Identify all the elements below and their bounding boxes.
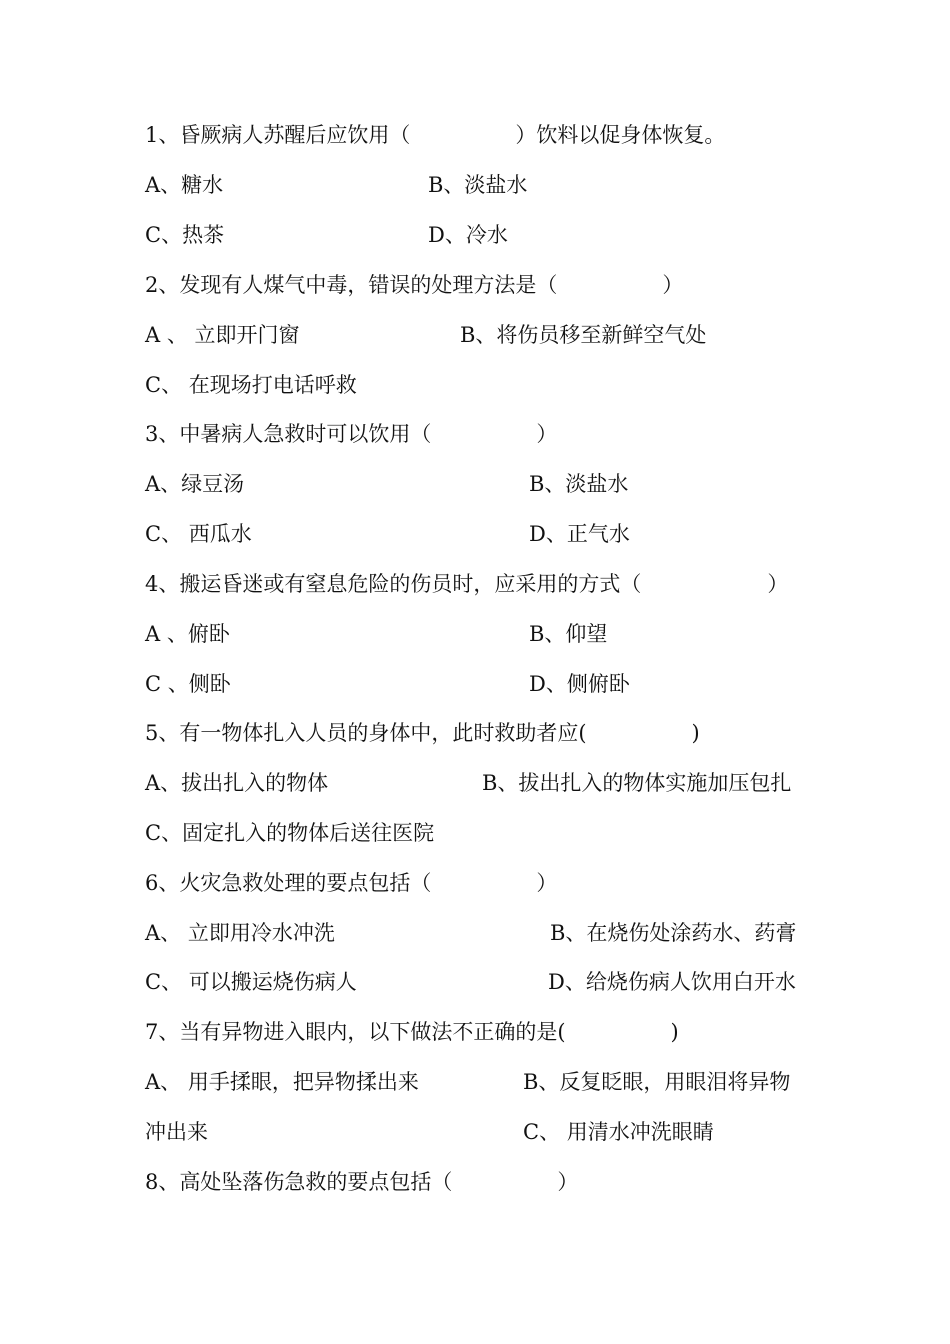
question-7-option-b-continued: 冲出来 xyxy=(145,1120,208,1144)
question-2-stem: 2、发现有人煤气中毒，错误的处理方法是（ ） xyxy=(145,273,684,297)
question-5-option-c: C、固定扎入的物体后送往医院 xyxy=(145,821,435,845)
question-3-stem: 3、中暑病人急救时可以饮用（ ） xyxy=(145,422,558,446)
question-5-option-b: B、拔出扎入的物体实施加压包扎 xyxy=(482,771,792,795)
question-6-stem: 6、火灾急救处理的要点包括（ ） xyxy=(145,871,558,895)
question-3-option-a: A、绿豆汤 xyxy=(145,472,245,496)
question-1-option-b: B、淡盐水 xyxy=(428,173,528,197)
question-7-option-b: B、反复眨眼，用眼泪将异物 xyxy=(523,1070,791,1094)
question-2-option-b: B、将伤员移至新鲜空气处 xyxy=(460,323,707,347)
question-6-option-c: C、 可以搬运烧伤病人 xyxy=(145,970,357,994)
question-1-stem: 1、昏厥病人苏醒后应饮用（ ）饮料以促身体恢复。 xyxy=(145,123,726,147)
question-4-option-d: D、侧俯卧 xyxy=(529,672,630,696)
question-4-stem: 4、搬运昏迷或有窒息危险的伤员时，应采用的方式（ ） xyxy=(145,572,789,596)
question-4-option-a: A 、俯卧 xyxy=(145,622,230,646)
question-3-option-b: B、淡盐水 xyxy=(529,472,629,496)
question-7-option-a: A、 用手揉眼，把异物揉出来 xyxy=(145,1070,419,1094)
question-5-stem: 5、有一物体扎入人员的身体中，此时救助者应( ) xyxy=(145,721,700,745)
question-7-option-c: C、 用清水冲洗眼睛 xyxy=(523,1120,714,1144)
question-3-option-c: C、 西瓜水 xyxy=(145,522,252,546)
question-1-option-d: D、冷水 xyxy=(428,223,508,247)
question-4-option-b: B、仰望 xyxy=(529,622,608,646)
question-2-option-a: A 、 立即开门窗 xyxy=(145,323,300,347)
question-6-option-a: A、 立即用冷水冲洗 xyxy=(145,921,335,945)
question-8-stem: 8、高处坠落伤急救的要点包括（ ） xyxy=(145,1170,579,1194)
question-1-option-a: A、糖水 xyxy=(145,173,224,197)
question-6-option-d: D、给烧伤病人饮用白开水 xyxy=(548,970,796,994)
question-4-option-c: C 、侧卧 xyxy=(145,672,231,696)
question-5-option-a: A、拔出扎入的物体 xyxy=(145,771,329,795)
question-6-option-b: B、在烧伤处涂药水、药膏 xyxy=(550,921,797,945)
question-2-option-c: C、 在现场打电话呼救 xyxy=(145,373,357,397)
question-3-option-d: D、正气水 xyxy=(529,522,630,546)
question-1-option-c: C、热茶 xyxy=(145,223,225,247)
question-7-stem: 7、当有异物进入眼内，以下做法不正确的是( ) xyxy=(145,1020,679,1044)
